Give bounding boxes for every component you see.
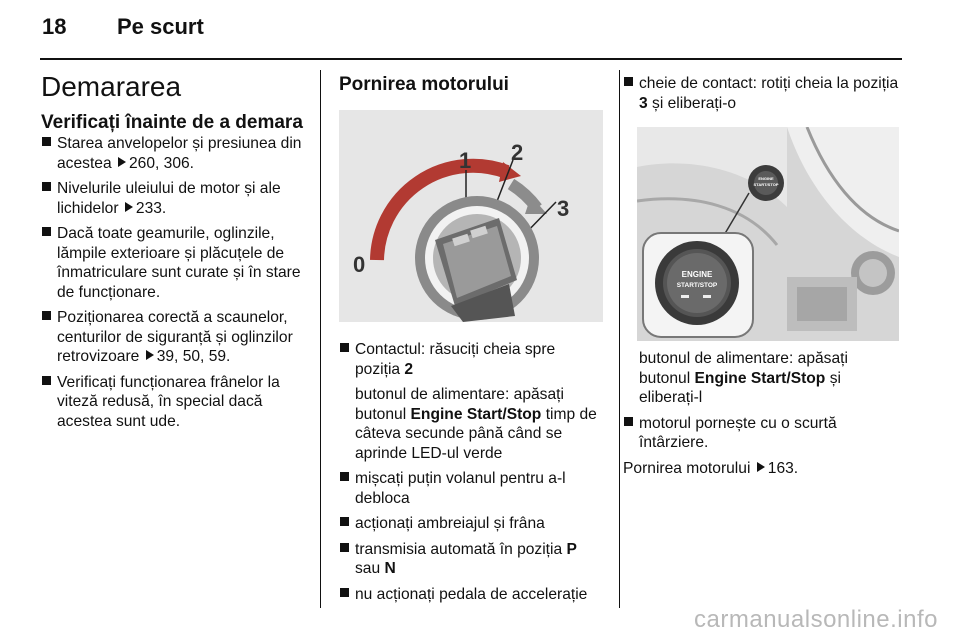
column-3 <box>623 74 903 478</box>
bullet-icon <box>42 227 51 236</box>
column-1 <box>41 70 313 437</box>
list-item: Poziționarea corectă a scaunelor, centurilor de siguranță și oglinzilor retrovizoare 39, 50, 59. <box>41 308 313 367</box>
bullet-icon <box>624 417 633 426</box>
bullet-icon <box>42 137 51 146</box>
paragraph: butonul de alimentare: apăsați butonul Engine Start/Stop și eliberați-l <box>639 350 848 406</box>
bullet-icon <box>340 588 349 597</box>
dashboard-illustration <box>637 127 899 341</box>
start-stop-button-figure <box>637 127 899 341</box>
page-reference[interactable]: 39, 50, 59. <box>156 348 231 365</box>
column-divider-1 <box>320 70 321 608</box>
page-reference[interactable]: 233. <box>135 199 167 217</box>
list-item: Dacă toate geamurile, oglinzile, lămpile exterioare și plăcuțele de înmatriculare sunt curate și în stare de funcționare. <box>41 224 313 302</box>
list-item: Nivelurile uleiului de motor și ale lichidelor 233. <box>41 179 313 218</box>
section-subheading: Pornirea motorului <box>339 74 509 95</box>
reference-triangle-icon <box>125 202 133 212</box>
position-label-2: 2 <box>511 140 524 165</box>
button-text-line-2: START/STOP <box>676 282 718 289</box>
bullet-icon <box>340 343 349 352</box>
page-title: Pe scurt <box>117 14 204 39</box>
position-label-1: 1 <box>459 148 472 173</box>
small-button-text-1: ENGINE <box>758 176 774 181</box>
page-reference[interactable]: 260, 306. <box>128 154 195 172</box>
bullet-icon <box>340 543 349 552</box>
header-rule <box>40 58 902 60</box>
watermark: carmanualsonline.info <box>694 606 938 633</box>
key-steps-continued <box>623 414 903 453</box>
bullet-icon <box>624 77 633 86</box>
key-steps <box>623 74 903 113</box>
bullet-icon <box>42 311 51 320</box>
bullet-icon <box>340 472 349 481</box>
reference-triangle-icon <box>118 157 126 167</box>
list-item: mișcați puțin volanul pentru a-l debloca <box>339 469 603 508</box>
small-button-text-2: START/STOP <box>753 182 779 187</box>
ignition-key-figure <box>339 110 603 322</box>
position-label-3: 3 <box>557 196 570 221</box>
reference-triangle-icon <box>146 350 154 360</box>
list-item: nu acționați pedala de accelerație <box>339 585 603 605</box>
list-item: motorul pornește cu o scurtă întârziere. <box>623 414 903 453</box>
list-item: transmisia automată în poziția P sau N <box>339 540 603 579</box>
reference-triangle-icon <box>757 462 765 472</box>
checklist <box>41 134 313 431</box>
list-item: cheie de contact: rotiți cheia la poziția 3 și eliberați-o <box>623 74 903 113</box>
list-item: Contactul: răsuciți cheia spre poziția 2 <box>339 340 603 379</box>
button-text-line-1: ENGINE <box>681 270 713 279</box>
position-label-0: 0 <box>353 252 366 277</box>
section-subheading: Verificați înainte de a demara <box>41 112 303 133</box>
list-item: acționați ambreiajul și frâna <box>339 514 603 534</box>
column-2 <box>339 74 603 610</box>
column-divider-2 <box>619 70 620 608</box>
bullet-icon <box>42 182 51 191</box>
list-item: Starea anvelopelor și presiunea din acestea 260, 306. <box>41 134 313 173</box>
bullet-icon <box>42 376 51 385</box>
list-item: Verificați funcționarea frânelor la viteză redusă, în special dacă acestea sunt ude. <box>41 373 313 432</box>
bullet-icon <box>340 517 349 526</box>
cross-reference: Pornirea motorului 163. <box>623 459 799 477</box>
section-heading: Demararea <box>41 71 182 102</box>
page-number: 18 <box>42 14 67 39</box>
ignition-key-illustration <box>339 110 603 322</box>
paragraph: butonul de alimentare: apăsați butonul Engine Start/Stop timp de câteva secunde până când se aprinde LED-ul verde <box>355 386 597 462</box>
start-steps <box>339 340 603 379</box>
start-steps-continued <box>339 469 603 604</box>
page-reference[interactable]: 163. <box>767 459 799 477</box>
